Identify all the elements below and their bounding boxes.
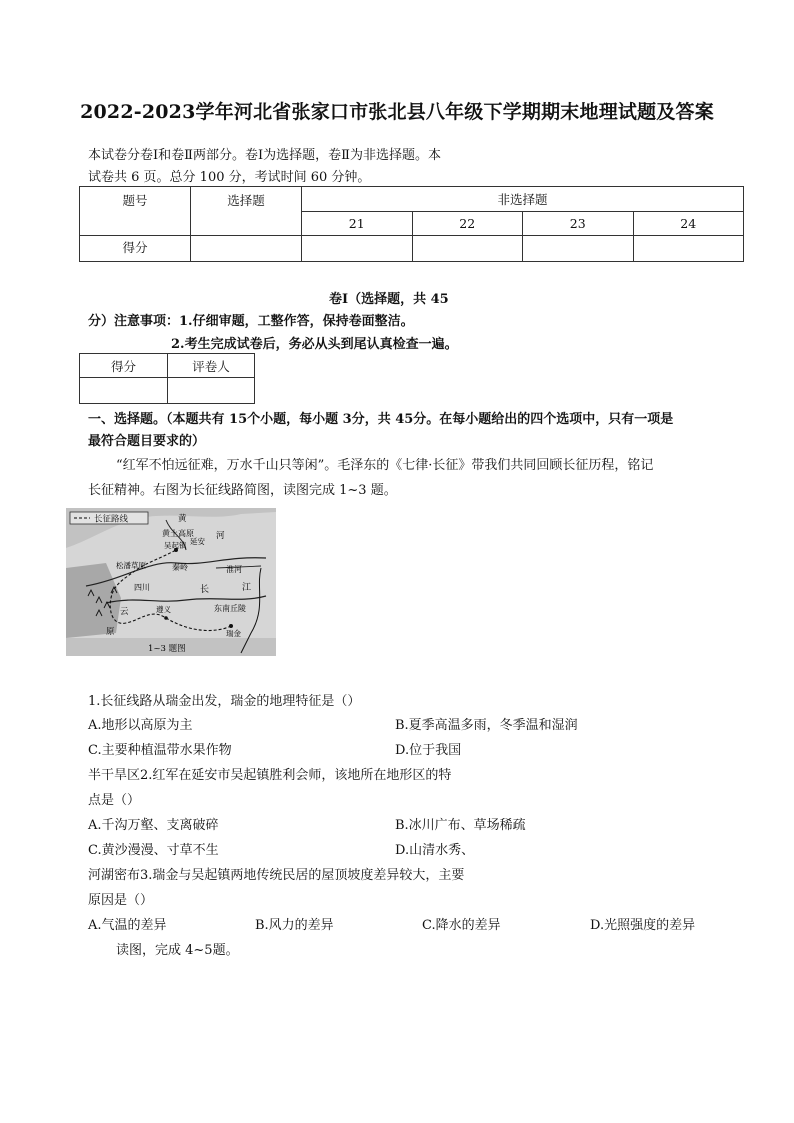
map-label-yanan: 延安: [190, 537, 205, 546]
score-cell-xuanze[interactable]: [191, 236, 302, 262]
notice-line-1: 分）注意事项：1.仔细审题，工整作答，保持卷面整洁。: [88, 314, 414, 329]
section-1-title: 卷Ⅰ（选择题，共 45: [329, 292, 449, 307]
question-3-option-d[interactable]: D.光照强度的差异: [590, 918, 696, 933]
header-col-24: 24: [633, 212, 744, 236]
intro-line-1: 本试卷分卷Ⅰ和卷Ⅱ两部分。卷Ⅰ为选择题，卷Ⅱ为非选择题。本: [88, 148, 441, 163]
header-xuanze: 选择题: [191, 187, 302, 236]
notice-line-2: 2.考生完成试卷后，务必从头到尾认真检查一遍。: [171, 337, 458, 352]
score-table: [79, 186, 744, 262]
score-cell-21[interactable]: [302, 236, 413, 262]
header-col-23: 23: [523, 212, 634, 236]
passage-line-2: 长征精神。右图为长征线路简图，读图完成 1~3 题。: [88, 483, 397, 498]
part-1-instructions-cont: 最符合题目要求的）: [88, 434, 206, 449]
map-label-yuan: 原: [106, 627, 115, 637]
long-march-map: [66, 508, 276, 656]
question-2-option-c[interactable]: C.黄沙漫漫、寸草不生: [88, 843, 219, 858]
question-2-option-a[interactable]: A.千沟万壑、支离破碎: [88, 818, 219, 833]
score-cell-24[interactable]: [633, 236, 744, 262]
grader-table: [79, 353, 255, 404]
question-1-option-b[interactable]: B.夏季高温多雨，冬季温和湿润: [395, 718, 578, 733]
header-col-21: 21: [302, 212, 413, 236]
question-2: 半干旱区2.红军在延安市吴起镇胜利会师，该地所在地形区的特: [88, 768, 452, 783]
header-tihao: 题号: [80, 187, 191, 236]
intro-line-2: 试卷共 6 页。总分 100 分，考试时间 60 分钟。: [88, 170, 371, 185]
part-1-instructions: 一、选择题。（本题共有 15个小题，每小题 3分，共 45分。在每小题给出的四个选项中，只有一项是: [88, 412, 674, 427]
question-3-cont: 原因是（）: [88, 893, 154, 908]
map-label-zunyi: 遵义: [156, 605, 171, 614]
map-label-grassland: 松潘草原: [116, 561, 146, 570]
map-drawing: [66, 508, 276, 656]
question-3-option-c[interactable]: C.降水的差异: [422, 918, 501, 933]
header-feixuanze: 非选择题: [302, 187, 744, 212]
passage-line-1: “红军不怕远征难，万水千山只等闲”。毛泽东的《七律·长征》带我们共同回顾长征历程，铭记: [116, 458, 654, 473]
map-label-chang: 长: [200, 585, 210, 595]
map-label-plateau: 黄土高原: [162, 529, 194, 538]
map-label-qinling: 秦岭: [172, 563, 188, 572]
question-1: 1.长征线路从瑞金出发，瑞金的地理特征是（）: [88, 694, 361, 709]
question-3: 河湖密布3.瑞金与吴起镇两地传统民居的屋顶坡度差异较大，主要: [88, 868, 465, 883]
map-label-he: 河: [216, 531, 225, 541]
question-3-option-b[interactable]: B.风力的差异: [255, 918, 334, 933]
grader-name-cell[interactable]: [168, 378, 255, 404]
map-label-sichuan: 四川: [134, 583, 150, 592]
next-instruction: 读图，完成 4~5题。: [116, 943, 239, 958]
map-label-ruijin: 瑞金: [226, 629, 241, 638]
question-2-option-b[interactable]: B.冰川广布、草场稀疏: [395, 818, 526, 833]
score-cell-22[interactable]: [412, 236, 523, 262]
map-label-wuqi: 吴起镇: [164, 541, 187, 550]
map-label-southeast-hills: 东南丘陵: [214, 604, 246, 613]
page-title: 2022-2023学年河北省张家口市张北县八年级下学期期末地理试题及答案: [80, 101, 714, 123]
row-defen-label: 得分: [80, 236, 191, 262]
map-label-huang: 黄: [178, 514, 187, 524]
grader-defen-label: 得分: [80, 354, 168, 378]
map-label-yun: 云: [120, 607, 129, 617]
question-3-option-a[interactable]: A.气温的差异: [88, 918, 167, 933]
question-1-option-c[interactable]: C.主要种植温带水果作物: [88, 743, 232, 758]
map-legend-label: 长征路线: [94, 514, 129, 525]
question-2-cont: 点是（）: [88, 793, 141, 808]
score-cell-23[interactable]: [523, 236, 634, 262]
question-2-option-d[interactable]: D.山清水秀、: [395, 843, 475, 858]
map-label-huaihe: 淮河: [226, 565, 242, 574]
question-1-option-a[interactable]: A.地形以高原为主: [88, 718, 193, 733]
map-caption: 1~3 题图: [148, 644, 186, 654]
question-1-option-d[interactable]: D.位于我国: [395, 743, 462, 758]
header-col-22: 22: [412, 212, 523, 236]
map-label-jiang: 江: [242, 583, 252, 593]
grader-score-cell[interactable]: [80, 378, 168, 404]
grader-name-label: 评卷人: [168, 354, 255, 378]
